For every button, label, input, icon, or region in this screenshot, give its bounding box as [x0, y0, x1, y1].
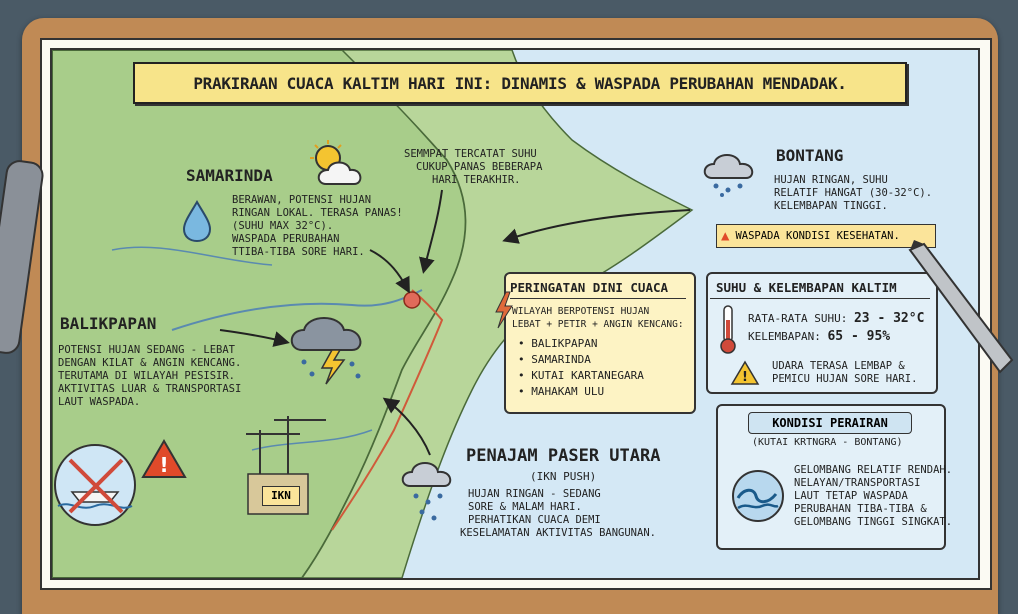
temp-note-line-1: UDARA TERASA LEMBAP &	[772, 360, 905, 372]
waters-line-1: GELOMBANG RELATIF RENDAH.	[794, 464, 953, 476]
bontang-line-1: HUJAN RINGAN, SUHU	[774, 174, 888, 186]
arrow-samarinda	[370, 250, 408, 290]
note-top-line-2: CUKUP PANAS BEBERAPA	[416, 161, 543, 173]
bontang-warning-text: WASPADA KONDISI KESEHATAN.	[735, 230, 900, 242]
pen-right	[900, 240, 1018, 380]
penajam-subtitle: (IKN PUSH)	[530, 470, 597, 483]
bontang-name: BONTANG	[776, 146, 844, 165]
samarinda-line-3: (SUHU MAX 32°C).	[232, 220, 334, 232]
arrow-bontang	[506, 210, 690, 240]
waters-title: KONDISI PERAIRAN	[748, 412, 912, 434]
balikpapan-line-2: DENGAN KILAT & ANGIN KENCANG.	[58, 357, 242, 369]
early-warning-line-1: WILAYAH BERPOTENSI HUJAN	[512, 306, 650, 317]
arrow-balikpapan	[220, 330, 286, 342]
temp-note-line-2: PEMICU HUJAN SORE HARI.	[772, 373, 918, 385]
balikpapan-line-5: LAUT WASPADA.	[58, 396, 141, 408]
humidity-value: 65 - 95%	[827, 329, 891, 344]
waters-line-4: PERUBAHAN TIBA-TIBA &	[794, 503, 927, 515]
early-warning-line-2: LEBAT + PETIR + ANGIN KENCANG:	[512, 319, 684, 330]
warning-icon: ▲	[721, 228, 730, 244]
samarinda-line-4: WASPADA PERUBAHAN	[232, 233, 340, 245]
balikpapan-line-3: TERUTAMA DI WILAYAH PESISIR.	[58, 370, 236, 382]
note-top-line-1: SEMMPAT TERCATAT SUHU	[404, 148, 537, 160]
balikpapan-line-4: AKTIVITAS LUAR & TRANSPORTASI	[58, 383, 242, 395]
early-warning-region: • KUTAI KARTANEGARA	[518, 368, 644, 384]
ikn-label: IKN	[262, 486, 300, 506]
svg-text:!: !	[159, 453, 169, 477]
waters-line-3: LAUT TETAP WASPADA	[794, 490, 908, 502]
note-top-line-3: HARI TERAKHIR.	[432, 174, 521, 186]
bontang-line-2: RELATIF HANGAT (30-32°C).	[774, 187, 933, 199]
waters-line-2: NELAYAN/TRANSPORTASI	[794, 477, 921, 489]
avg-temp-value: 23 - 32°C	[853, 311, 925, 326]
temp-humidity-title: SUHU & KELEMBAPAN KALTIM	[716, 280, 897, 295]
arrow-note	[424, 190, 442, 270]
early-warning-region: • BALIKPAPAN	[518, 336, 644, 352]
penajam-name: PENAJAM PASER UTARA	[466, 446, 661, 466]
svg-text:!: !	[742, 370, 748, 385]
samarinda-name: SAMARINDA	[186, 166, 273, 185]
penajam-line-1: HUJAN RINGAN - SEDANG	[468, 488, 601, 500]
early-warning-region: • MAHAKAM ULU	[518, 384, 644, 400]
penajam-line-3: PERHATIKAN CUACA DEMI	[468, 514, 601, 526]
waters-line-5: GELOMBANG TINGGI SINGKAT.	[794, 516, 953, 528]
avg-temp-label: RATA-RATA SUHU:	[748, 312, 848, 325]
waters-subtitle: (KUTAI KRTNGRA - BONTANG)	[752, 437, 903, 448]
samarinda-line-2: RINGAN LOKAL. TERASA PANAS!	[232, 207, 403, 219]
bontang-line-3: KELEMBAPAN TINGGI.	[774, 200, 888, 212]
samarinda-line-1: BERAWAN, POTENSI HUJAN	[232, 194, 372, 206]
penajam-line-2: SORE & MALAM HARI.	[468, 501, 582, 513]
samarinda-line-5: TTIBA-TIBA SORE HARI.	[232, 246, 365, 258]
arrow-penajam	[386, 400, 430, 455]
page-title: PRAKIRAAN CUACA KALTIM HARI INI: DINAMIS & WASPADA PERUBAHAN MENDADAK.	[133, 62, 907, 104]
humidity-label: KELEMBAPAN:	[748, 330, 821, 343]
early-warning-region: • SAMARINDA	[518, 352, 644, 368]
early-warning-title: PERINGATAN DINI CUACA	[510, 280, 669, 295]
penajam-line-4: KESELAMATAN AKTIVITAS BANGUNAN.	[460, 527, 656, 539]
balikpapan-name: BALIKPAPAN	[60, 314, 157, 333]
balikpapan-line-1: POTENSI HUJAN SEDANG - LEBAT	[58, 344, 236, 356]
